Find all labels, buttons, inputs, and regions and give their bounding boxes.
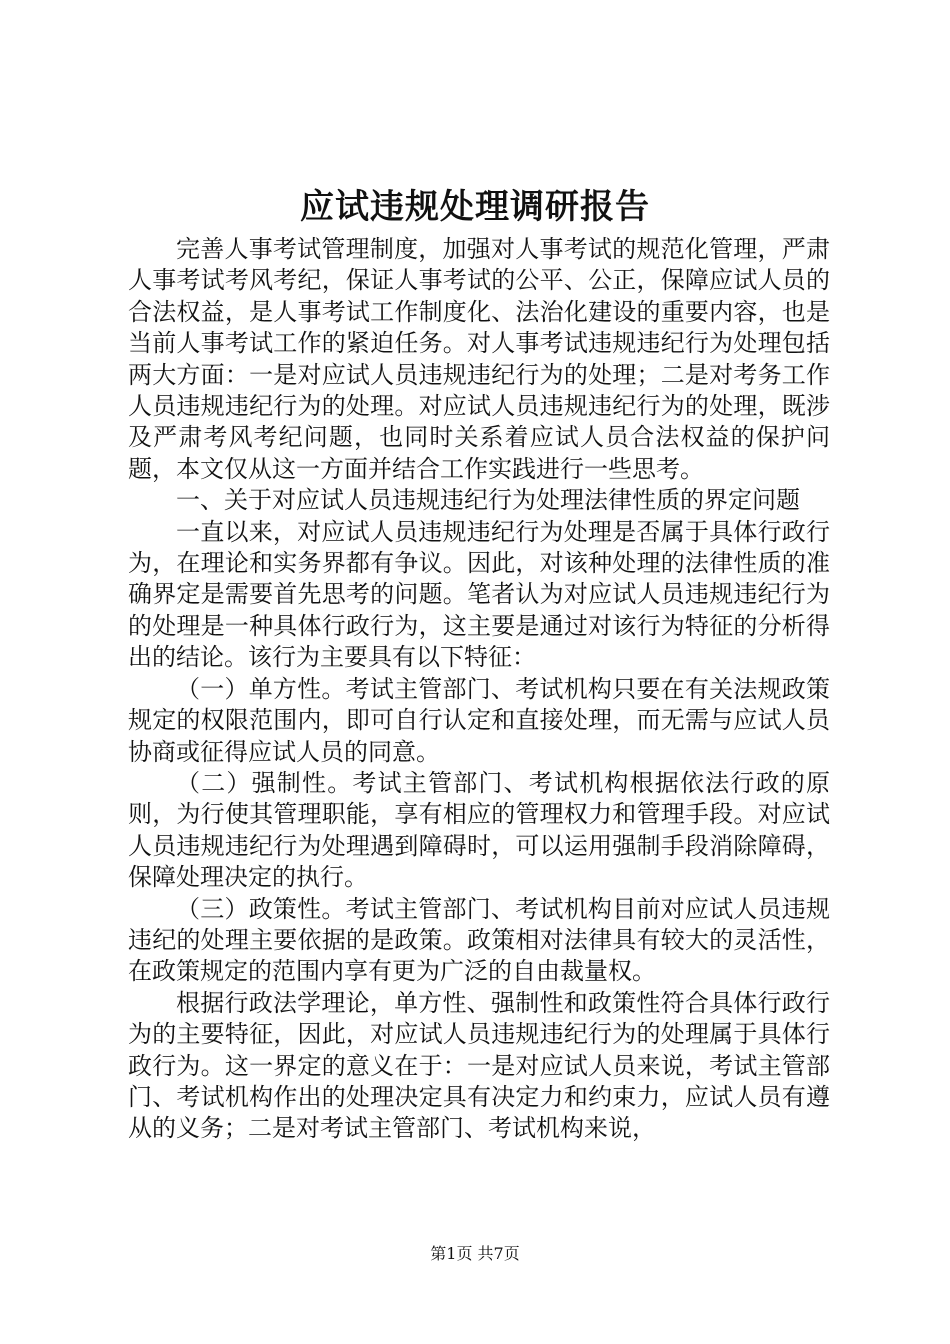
paragraph-unilateral: （一）单方性。考试主管部门、考试机构只要在有关法规政策规定的权限范围内，即可自行认定和直接处理，而无需与应试人员协商或征得应试人员的同意。: [128, 674, 830, 766]
paragraph-intro: 完善人事考试管理制度，加强对人事考试的规范化管理，严肃人事考试考风考纪，保证人事考试的公平、公正，保障应试人员的合法权益，是人事考试工作制度化、法治化建设的重要内容，也是当前人事考试工作的紧迫任务。对人事考试违规违纪行为处理包括两大方面：一是对应试人员违规违纪行为的处理；二是对考务工作人员违规违纪行为的处理。对应试人员违规违纪行为的处理，既涉及严肃考风考纪问题，也同时关系着应试人员合法权益的保护问题，本文仅从这一方面并结合工作实践进行一些思考。: [128, 235, 830, 483]
page-footer: 第1页 共7页: [430, 1244, 520, 1263]
document-title: 应试违规处理调研报告: [300, 187, 650, 227]
paragraph-nature: 一直以来，对应试人员违规违纪行为处理是否属于具体行政行为，在理论和实务界都有争议。因此，对该种处理的法律性质的准确界定是需要首先思考的问题。笔者认为对应试人员违规违纪行为的处理是一种具体行政行为，这主要是通过对该行为特征的分析得出的结论。该行为主要具有以下特征：: [128, 517, 830, 672]
paragraph-conclusion: 根据行政法学理论，单方性、强制性和政策性符合具体行政行为的主要特征，因此，对应试人员违规违纪行为的处理属于具体行政行为。这一界定的意义在于：一是对应试人员来说，考试主管部门、考试机构作出的处理决定具有决定力和约束力，应试人员有遵从的义务；二是对考试主管部门、考试机构来说，: [128, 988, 830, 1143]
paragraph-mandatory: （二）强制性。考试主管部门、考试机构根据依法行政的原则，为行使其管理职能，享有相应的管理权力和管理手段。对应试人员违规违纪行为处理遇到障碍时，可以运用强制手段消除障碍，保障处理决定的执行。: [128, 768, 830, 892]
document-body: [128, 234, 830, 1145]
paragraph-policy: （三）政策性。考试主管部门、考试机构目前对应试人员违规违纪的处理主要依据的是政策。政策相对法律具有较大的灵活性，在政策规定的范围内享有更为广泛的自由裁量权。: [128, 894, 830, 986]
section-heading-1: 一、关于对应试人员违规违纪行为处理法律性质的界定问题: [176, 486, 800, 515]
